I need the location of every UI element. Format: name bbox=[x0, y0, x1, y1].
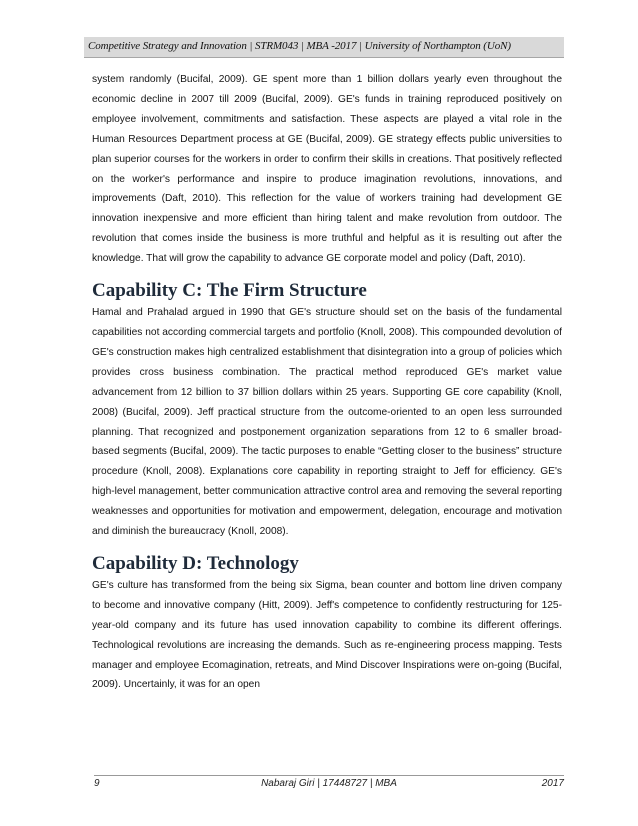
footer-page-number: 9 bbox=[94, 778, 100, 789]
document-body bbox=[92, 70, 562, 695]
footer-year: 2017 bbox=[541, 778, 564, 789]
running-header-title: Competitive Strategy and Innovation | STRM043 | MBA -2017 | University of Northampton (UoN) bbox=[88, 40, 511, 52]
section-heading-capability-c: Capability C: The Firm Structure bbox=[92, 280, 367, 302]
body-paragraph: Hamal and Prahalad argued in 1990 that GE's structure should set on the basis of the fundamental capabilities not according commercial targets and portfolio (Knoll, 2008). This compounded devolution of GE's construction makes high centralized establishment that disintegration into a group of policies which provides cross business combination. The practical method reproduced GE's market value advancement from 12 billion to 37 billion dollars within 25 years. Supporting GE core capability (Knoll, 2008) (Bucifal, 2009). Jeff practical structure from the outcome-oriented to an open less surrounded planning. That recognized and postponement organization separations from 12 to 6 smaller broad-based segments (Bucifal, 2009). The tactic purposes to enable “Getting closer to the business” structure procedure (Knoll, 2008). Explanations core capability in reporting straight to Jeff for efficiency. GE's high-level management, better communication attractive control area and removing the several reporting weaknesses and opportunities for motivation and empowerment, delegation, encourage and motivation and diminish the bureaucracy (Knoll, 2008). bbox=[92, 307, 563, 538]
body-paragraph: GE's culture has transformed from the being six Sigma, bean counter and bottom line driven company to become and innovative company (Hitt, 2009). Jeff's competence to confidently restructuring for 125-year-old company and its future has used innovation capability to combine its different offerings. Technological revolutions are increasing the demands. Such as re-engineering process mapping. Tests manager and employee Ecomagination, retreats, and Mind Discover Inspirations were on-going (Bucifal, 2009). Uncertainly, it was for an open bbox=[92, 579, 562, 691]
body-paragraph: system randomly (Bucifal, 2009). GE spent more than 1 billion dollars yearly even throughout the economic decline in 2007 till 2009 (Bucifal, 2009). GE's funds in training reproduced positively on employee involvement, commitments and satisfaction. These aspects are played a vital role in the Human Resources Department process at GE (Bucifal, 2009). GE strategy effects public universities to plan superior courses for the workers in order to confirm their skills in creations. That positively reflected on the worker's performance and inspire to produce imagination revolutions, innovations, and improvements (Daft, 2010). This reflection for the value of workers training had development GE innovation inexpensive and more efficient than hiring talent and make revolution from outdoor. The revolution that comes inside the business is more truthful and helpful as it is resulting out after the knowledge. That will grow the capability to advance GE corporate model and policy (Daft, 2010). bbox=[92, 74, 562, 265]
footer-author: Nabaraj Giri | 17448727 | MBA bbox=[261, 778, 397, 789]
page-footer bbox=[94, 775, 564, 792]
section-heading-capability-d: Capability D: Technology bbox=[92, 552, 299, 574]
running-header bbox=[84, 37, 564, 58]
